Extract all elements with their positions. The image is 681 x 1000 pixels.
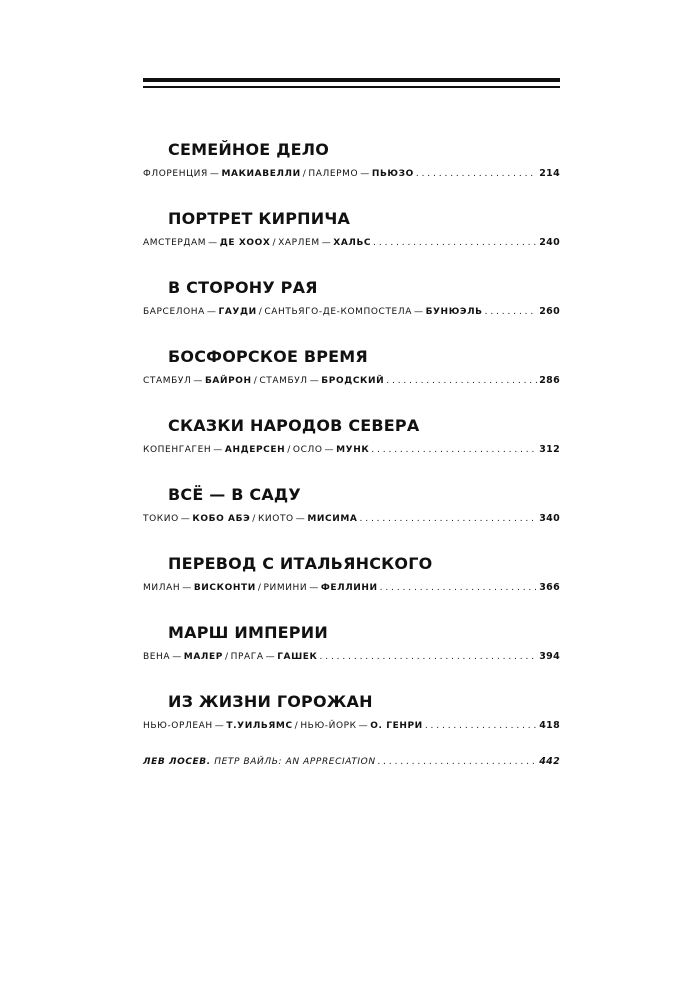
place-name: МИЛАН [143, 583, 181, 593]
slash: / [258, 307, 263, 317]
page-number: 214 [539, 168, 560, 179]
person-name: ПЬЮЗО [371, 169, 414, 179]
toc-line[interactable] [143, 168, 560, 180]
place-name: САНТЬЯГО-ДЕ-КОМПОСТЕЛА [264, 307, 412, 317]
slash: / [272, 238, 277, 248]
person-name: МАКИАВЕЛЛИ [221, 169, 301, 179]
place-name: ФЛОРЕНЦИЯ [143, 169, 208, 179]
dot-leader [373, 237, 537, 249]
person-name: О. ГЕНРИ [370, 721, 423, 731]
page-number: 394 [539, 651, 560, 662]
place-name: НЬЮ-ОРЛЕАН [143, 721, 213, 731]
place-name: ПРАГА [230, 652, 264, 662]
place-name: ПАЛЕРМО [308, 169, 359, 179]
page-number: 260 [539, 306, 560, 317]
table-of-contents [143, 138, 560, 759]
toc-entry [143, 621, 560, 690]
chapter-title: СЕМЕЙНОЕ ДЕЛО [168, 140, 330, 159]
slash: / [224, 652, 229, 662]
person-name: ВИСКОНТИ [193, 583, 256, 593]
toc-entry [143, 207, 560, 276]
place-name: РИМИНИ [263, 583, 308, 593]
chapter-title: БОСФОРСКОЕ ВРЕМЯ [168, 347, 368, 366]
toc-line[interactable] [143, 375, 560, 387]
dash: — [295, 514, 306, 524]
page-number: 366 [539, 582, 560, 593]
dash: — [360, 169, 370, 179]
page-number: 240 [539, 237, 560, 248]
dot-leader [378, 756, 538, 768]
person-name: БАЙРОН [204, 376, 252, 386]
slash: / [252, 514, 256, 524]
dot-leader [380, 582, 538, 594]
place-name: ТОКИО [143, 514, 179, 524]
top-rule-thick [143, 78, 560, 82]
toc-entry [143, 138, 560, 207]
dash: — [182, 583, 192, 593]
dash: — [214, 721, 225, 731]
dash: — [413, 307, 424, 317]
page-number: 286 [539, 375, 560, 386]
dot-leader [416, 168, 537, 180]
toc-line[interactable] [143, 756, 560, 768]
person-name: ХАЛЬС [333, 238, 372, 248]
dot-leader [425, 720, 537, 732]
slash: / [302, 169, 307, 179]
toc-entry [143, 345, 560, 414]
top-rule-thin [143, 86, 560, 88]
toc-entry [143, 483, 560, 552]
toc-entry [143, 276, 560, 345]
person-name: МИСИМА [307, 514, 358, 524]
appendix-title: ПЕТР ВАЙЛЬ: AN APPRECIATION [214, 757, 376, 767]
place-name: ВЕНА [143, 652, 171, 662]
dash: — [358, 721, 369, 731]
page-number: 312 [539, 444, 560, 455]
person-name: КОБО АБЭ [192, 514, 251, 524]
dot-leader [386, 375, 537, 387]
person-name: МАЛЕР [183, 652, 223, 662]
chapter-title: ВСЁ — В САДУ [168, 485, 301, 504]
toc-line[interactable] [143, 444, 560, 456]
person-name: ФЕЛЛИНИ [320, 583, 378, 593]
dot-leader [320, 651, 538, 663]
toc-entry [143, 552, 560, 621]
toc-line[interactable] [143, 513, 560, 525]
dash: — [172, 652, 182, 662]
dash: — [309, 376, 320, 386]
place-name: АМСТЕРДАМ [143, 238, 207, 248]
chapter-title: ПЕРЕВОД С ИТАЛЬЯНСКОГО [168, 554, 433, 573]
person-name: Т.УИЛЬЯМС [226, 721, 293, 731]
place-name: БАРСЕЛОНА [143, 307, 205, 317]
toc-line[interactable] [143, 306, 560, 318]
dash: — [208, 238, 218, 248]
page-number: 340 [539, 513, 560, 524]
person-name: АНДЕРСЕН [224, 445, 286, 455]
author-name: ЛЕВ ЛОСЕВ. [143, 757, 211, 767]
slash: / [257, 583, 262, 593]
dot-leader [360, 513, 538, 525]
dash: — [206, 307, 217, 317]
dash: — [324, 445, 335, 455]
chapter-title: В СТОРОНУ РАЯ [168, 278, 318, 297]
page-number: 418 [539, 720, 560, 731]
dash: — [180, 514, 191, 524]
place-name: ХАРЛЕМ [278, 238, 320, 248]
place-name: КОПЕНГАГЕН [143, 445, 212, 455]
person-name: ГАУДИ [218, 307, 257, 317]
dash: — [193, 376, 203, 386]
dot-leader [485, 306, 538, 318]
toc-line[interactable] [143, 582, 560, 594]
slash: / [287, 445, 291, 455]
person-name: МУНК [336, 445, 370, 455]
place-name: СТАМБУЛ [143, 376, 192, 386]
page-number: 442 [539, 756, 560, 767]
dash: — [321, 238, 332, 248]
place-name: НЬЮ-ЙОРК [300, 721, 357, 731]
toc-entry [143, 690, 560, 759]
toc-line[interactable] [143, 651, 560, 663]
person-name: БРОДСКИЙ [321, 376, 385, 386]
dash: — [309, 583, 319, 593]
slash: / [294, 721, 299, 731]
chapter-title: МАРШ ИМПЕРИИ [168, 623, 328, 642]
place-name: КИОТО [257, 514, 294, 524]
person-name: ГАШЕК [277, 652, 318, 662]
dot-leader [371, 444, 537, 456]
chapter-title: ИЗ ЖИЗНИ ГОРОЖАН [168, 692, 373, 711]
person-name: ДЕ ХООХ [219, 238, 271, 248]
toc-line[interactable] [143, 237, 560, 249]
place-name: СТАМБУЛ [259, 376, 308, 386]
chapter-title: СКАЗКИ НАРОДОВ СЕВЕРА [168, 416, 420, 435]
dash: — [213, 445, 223, 455]
dash: — [265, 652, 276, 662]
slash: / [253, 376, 258, 386]
dash: — [209, 169, 220, 179]
chapter-title: ПОРТРЕТ КИРПИЧА [168, 209, 351, 228]
toc-entry [143, 414, 560, 483]
toc-line[interactable] [143, 720, 560, 732]
person-name: БУНЮЭЛЬ [425, 307, 483, 317]
place-name: ОСЛО [292, 445, 323, 455]
